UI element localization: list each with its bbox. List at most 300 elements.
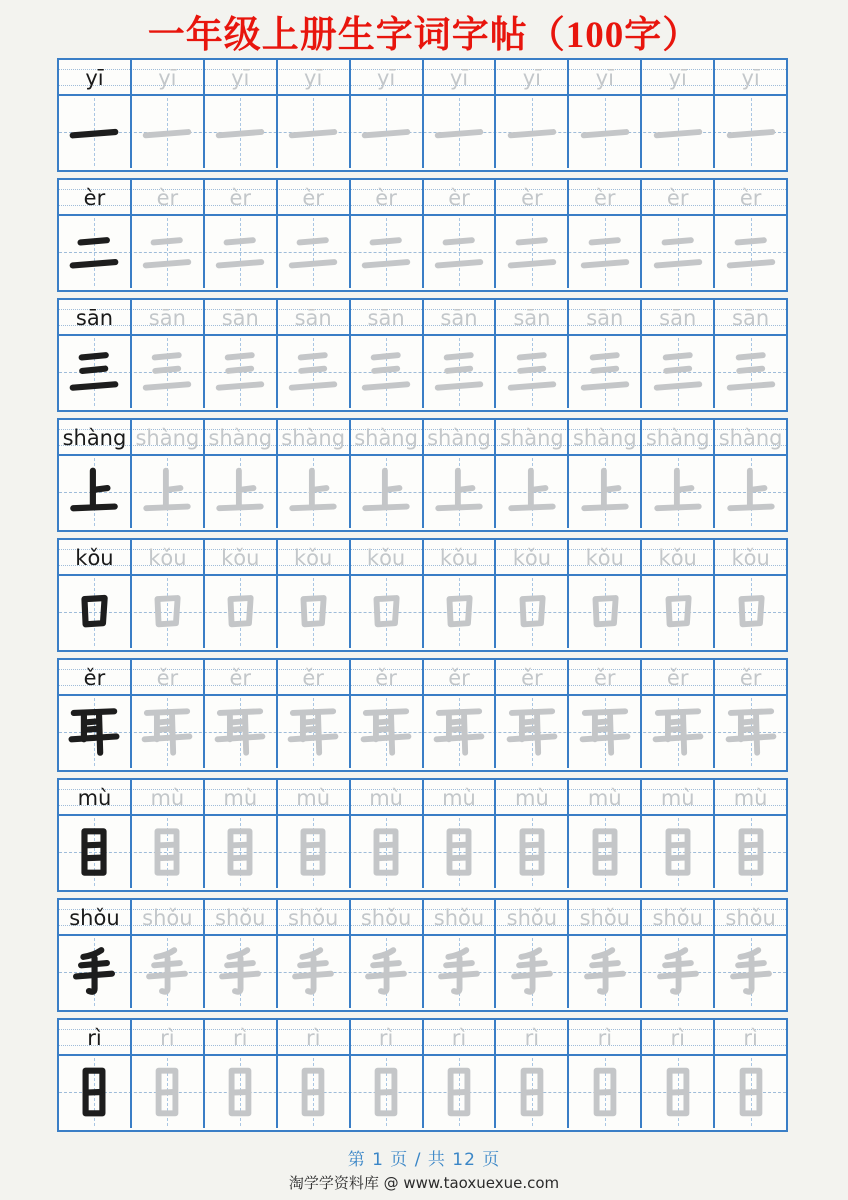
hanzi-glyph [723,704,779,760]
hanzi-cell-trace [494,96,567,168]
hanzi-cell-model [59,336,130,408]
hanzi-cell-trace [130,1056,203,1128]
hanzi-glyph [212,584,268,640]
hanzi-glyph [212,704,268,760]
hanzi-glyph [285,344,341,400]
hanzi-glyph [577,704,633,760]
hanzi-cell-trace [349,336,422,408]
pinyin-row [59,780,786,816]
pinyin-cell-trace: rì [276,1020,349,1054]
hanzi-glyph [212,224,268,280]
hanzi-glyph [431,224,487,280]
pinyin-cell-trace: èr [349,180,422,214]
hanzi-cell-trace [713,96,786,168]
hanzi-glyph [212,344,268,400]
hanzi-glyph [723,224,779,280]
hanzi-glyph [139,224,195,280]
hanzi-cell-trace [640,96,713,168]
hanzi-cell-trace [422,1056,495,1128]
hanzi-row [59,576,786,648]
pinyin-cell-trace: sān [203,300,276,334]
hanzi-cell-trace [494,456,567,528]
pinyin-cell-trace: sān [422,300,495,334]
pinyin-cell-trace: sān [276,300,349,334]
hanzi-glyph [723,1064,779,1120]
pinyin-cell-trace: èr [567,180,640,214]
pinyin-cell-trace: kǒu [422,540,495,574]
hanzi-cell-trace [130,96,203,168]
hanzi-cell-trace [494,1056,567,1128]
hanzi-cell-trace [713,216,786,288]
hanzi-glyph [431,944,487,1000]
hanzi-cell-model [59,1056,130,1128]
hanzi-glyph [66,1064,122,1120]
pinyin-row [59,1020,786,1056]
hanzi-cell-trace [494,336,567,408]
copybook-row [57,298,788,412]
pinyin-cell-trace: yī [276,60,349,94]
hanzi-glyph [66,104,122,160]
pinyin-cell-trace: kǒu [203,540,276,574]
hanzi-glyph [285,584,341,640]
hanzi-cell-model [59,696,130,768]
hanzi-cell-trace [276,576,349,648]
pinyin-cell-trace: ěr [494,660,567,694]
pinyin-row [59,180,786,216]
page-indicator: 第 1 页 / 共 12 页 [347,1150,501,1170]
hanzi-cell-trace [640,696,713,768]
pinyin-cell-trace: sān [567,300,640,334]
hanzi-cell-trace [713,456,786,528]
pinyin-cell-trace: rì [203,1020,276,1054]
hanzi-glyph [504,464,560,520]
hanzi-cell-trace [567,816,640,888]
hanzi-cell-trace [276,456,349,528]
hanzi-cell-trace [567,456,640,528]
hanzi-glyph [723,104,779,160]
page-title: 一年级上册生字词字帖（100字） [147,15,701,56]
hanzi-cell-trace [349,1056,422,1128]
hanzi-cell-model [59,216,130,288]
pinyin-cell-model: mù [77,785,112,810]
hanzi-glyph [577,464,633,520]
hanzi-glyph [212,944,268,1000]
pinyin-cell-trace: shǒu [349,900,422,934]
practice-grid [57,58,788,1138]
hanzi-cell-trace [276,1056,349,1128]
pinyin-cell-trace: shàng [349,420,422,454]
hanzi-glyph [66,224,122,280]
pinyin-cell-trace: ěr [276,660,349,694]
hanzi-glyph [577,824,633,880]
pinyin-cell-trace: èr [276,180,349,214]
hanzi-row [59,816,786,888]
hanzi-cell-trace [713,696,786,768]
copybook-row [57,658,788,772]
hanzi-cell-trace [349,456,422,528]
hanzi-glyph [650,1064,706,1120]
hanzi-glyph [431,344,487,400]
hanzi-glyph [650,224,706,280]
copybook-row [57,538,788,652]
pinyin-cell-trace: shǒu [203,900,276,934]
pinyin-cell-trace: èr [640,180,713,214]
pinyin-cell-trace: yī [640,60,713,94]
pinyin-cell-model: yī [85,65,104,90]
pinyin-cell-trace: shàng [713,420,786,454]
hanzi-cell-trace [494,936,567,1008]
pinyin-cell-trace: kǒu [349,540,422,574]
hanzi-cell-trace [494,696,567,768]
hanzi-cell-trace [130,936,203,1008]
pinyin-cell-trace: yī [713,60,786,94]
pinyin-cell-trace: kǒu [494,540,567,574]
hanzi-cell-trace [349,216,422,288]
hanzi-glyph [504,344,560,400]
hanzi-glyph [650,824,706,880]
pinyin-cell-trace: mù [130,780,203,814]
hanzi-cell-trace [203,936,276,1008]
copybook-row [57,1018,788,1132]
pinyin-cell-trace: yī [349,60,422,94]
pinyin-cell-trace: shàng [130,420,203,454]
hanzi-cell-trace [567,336,640,408]
hanzi-cell-trace [567,96,640,168]
pinyin-cell-trace: kǒu [130,540,203,574]
hanzi-glyph [504,944,560,1000]
pinyin-cell-trace: yī [422,60,495,94]
hanzi-cell-trace [203,816,276,888]
pinyin-cell-trace: rì [422,1020,495,1054]
pinyin-cell-trace: sān [713,300,786,334]
pinyin-cell-trace: rì [130,1020,203,1054]
hanzi-cell-trace [640,216,713,288]
pinyin-cell-trace: shàng [422,420,495,454]
hanzi-glyph [431,824,487,880]
hanzi-cell-trace [203,696,276,768]
hanzi-glyph [650,584,706,640]
hanzi-glyph [358,824,414,880]
hanzi-glyph [212,1064,268,1120]
hanzi-glyph [650,944,706,1000]
hanzi-glyph [358,224,414,280]
pinyin-cell-trace: ěr [713,660,786,694]
hanzi-cell-model [59,936,130,1008]
hanzi-glyph [577,584,633,640]
pinyin-row [59,660,786,696]
hanzi-glyph [577,104,633,160]
pinyin-cell-trace: rì [494,1020,567,1054]
pinyin-row [59,300,786,336]
hanzi-cell-trace [203,1056,276,1128]
hanzi-cell-trace [203,336,276,408]
copybook-row [57,58,788,172]
pinyin-cell-trace: ěr [422,660,495,694]
hanzi-glyph [577,344,633,400]
hanzi-glyph [431,464,487,520]
hanzi-cell-trace [640,1056,713,1128]
pinyin-cell-trace: rì [713,1020,786,1054]
hanzi-cell-trace [349,96,422,168]
hanzi-glyph [66,704,122,760]
hanzi-glyph [358,584,414,640]
pinyin-cell-trace: shǒu [276,900,349,934]
hanzi-cell-trace [713,336,786,408]
hanzi-glyph [723,344,779,400]
pinyin-cell-trace: sān [349,300,422,334]
pinyin-row [59,60,786,96]
pinyin-cell-trace: yī [130,60,203,94]
hanzi-cell-trace [130,456,203,528]
pinyin-cell-trace: mù [640,780,713,814]
hanzi-glyph [504,1064,560,1120]
pinyin-cell-trace: yī [203,60,276,94]
hanzi-glyph [66,464,122,520]
hanzi-glyph [285,104,341,160]
pinyin-cell-trace: mù [276,780,349,814]
pinyin-cell-trace: shǒu [567,900,640,934]
pinyin-cell-trace: rì [567,1020,640,1054]
hanzi-cell-trace [494,816,567,888]
pinyin-cell-trace: shǒu [494,900,567,934]
hanzi-cell-trace [640,336,713,408]
pinyin-cell-model: rì [87,1025,102,1050]
hanzi-glyph [66,344,122,400]
hanzi-glyph [577,944,633,1000]
pinyin-cell-trace: èr [130,180,203,214]
pinyin-cell-trace: mù [203,780,276,814]
pinyin-cell-model: sān [75,305,114,330]
hanzi-glyph [285,704,341,760]
hanzi-glyph [139,944,195,1000]
hanzi-cell-trace [494,216,567,288]
hanzi-cell-trace [130,816,203,888]
hanzi-row [59,336,786,408]
hanzi-glyph [723,944,779,1000]
hanzi-glyph [358,344,414,400]
hanzi-row [59,216,786,288]
pinyin-cell-model: èr [83,185,106,210]
pinyin-cell-trace: yī [567,60,640,94]
hanzi-cell-trace [349,696,422,768]
hanzi-cell-trace [422,696,495,768]
pinyin-cell-model: shàng [62,425,127,450]
pinyin-cell-trace: mù [494,780,567,814]
hanzi-glyph [650,344,706,400]
pinyin-cell-trace: mù [713,780,786,814]
hanzi-cell-trace [494,576,567,648]
hanzi-glyph [139,344,195,400]
hanzi-cell-trace [130,216,203,288]
hanzi-glyph [358,704,414,760]
pinyin-cell-trace: shàng [567,420,640,454]
hanzi-cell-trace [640,816,713,888]
pinyin-cell-trace: shàng [276,420,349,454]
hanzi-glyph [358,1064,414,1120]
hanzi-glyph [285,824,341,880]
hanzi-cell-trace [422,96,495,168]
pinyin-cell-trace: shǒu [422,900,495,934]
pinyin-cell-trace: sān [130,300,203,334]
hanzi-glyph [139,584,195,640]
hanzi-row [59,456,786,528]
pinyin-cell-model: kǒu [75,545,114,570]
hanzi-glyph [650,464,706,520]
hanzi-cell-trace [640,576,713,648]
hanzi-glyph [139,104,195,160]
hanzi-cell-trace [203,576,276,648]
hanzi-glyph [212,104,268,160]
hanzi-cell-trace [422,816,495,888]
pinyin-cell-trace: èr [494,180,567,214]
copybook-row [57,178,788,292]
hanzi-cell-trace [640,936,713,1008]
hanzi-glyph [66,944,122,1000]
hanzi-cell-trace [349,936,422,1008]
hanzi-cell-trace [276,816,349,888]
hanzi-glyph [358,104,414,160]
pinyin-row [59,540,786,576]
hanzi-cell-trace [422,456,495,528]
copybook-row [57,898,788,1012]
hanzi-glyph [504,824,560,880]
source-attribution: 淘学学资料库 @ www.taoxuexue.com [288,1174,560,1192]
hanzi-cell-model [59,816,130,888]
hanzi-cell-trace [567,696,640,768]
hanzi-row [59,696,786,768]
hanzi-cell-trace [276,696,349,768]
hanzi-glyph [66,824,122,880]
pinyin-cell-trace: shǒu [640,900,713,934]
hanzi-glyph [66,584,122,640]
pinyin-row [59,900,786,936]
pinyin-cell-trace: èr [203,180,276,214]
hanzi-row [59,96,786,168]
pinyin-cell-trace: yī [494,60,567,94]
hanzi-glyph [285,224,341,280]
pinyin-cell-trace: mù [567,780,640,814]
hanzi-glyph [650,704,706,760]
hanzi-cell-trace [276,96,349,168]
hanzi-cell-trace [713,816,786,888]
hanzi-cell-trace [130,576,203,648]
pinyin-cell-trace: mù [422,780,495,814]
hanzi-cell-model [59,456,130,528]
hanzi-cell-trace [349,576,422,648]
hanzi-row [59,936,786,1008]
pinyin-cell-trace: èr [713,180,786,214]
pinyin-cell-trace: ěr [203,660,276,694]
hanzi-glyph [431,704,487,760]
hanzi-glyph [577,1064,633,1120]
hanzi-glyph [358,464,414,520]
pinyin-cell-trace: kǒu [567,540,640,574]
hanzi-cell-trace [567,1056,640,1128]
hanzi-glyph [431,1064,487,1120]
hanzi-glyph [285,464,341,520]
pinyin-cell-trace: shàng [203,420,276,454]
hanzi-glyph [285,1064,341,1120]
hanzi-cell-trace [713,1056,786,1128]
hanzi-cell-trace [130,336,203,408]
hanzi-cell-trace [276,336,349,408]
hanzi-glyph [723,824,779,880]
hanzi-cell-trace [567,576,640,648]
hanzi-glyph [285,944,341,1000]
hanzi-glyph [650,104,706,160]
hanzi-glyph [504,224,560,280]
hanzi-cell-trace [203,456,276,528]
pinyin-cell-model: shǒu [69,905,120,930]
hanzi-cell-trace [422,576,495,648]
pinyin-cell-trace: kǒu [713,540,786,574]
hanzi-glyph [577,224,633,280]
pinyin-cell-trace: kǒu [276,540,349,574]
hanzi-cell-model [59,576,130,648]
hanzi-cell-trace [422,216,495,288]
hanzi-cell-trace [422,336,495,408]
hanzi-cell-trace [567,216,640,288]
hanzi-row [59,1056,786,1128]
pinyin-cell-trace: ěr [349,660,422,694]
hanzi-glyph [358,944,414,1000]
pinyin-cell-trace: shǒu [713,900,786,934]
hanzi-cell-trace [203,96,276,168]
hanzi-glyph [504,104,560,160]
pinyin-cell-trace: sān [640,300,713,334]
hanzi-cell-trace [713,936,786,1008]
hanzi-cell-trace [640,456,713,528]
hanzi-cell-trace [276,936,349,1008]
hanzi-glyph [431,104,487,160]
pinyin-cell-trace: rì [640,1020,713,1054]
pinyin-cell-trace: shàng [640,420,713,454]
pinyin-cell-trace: rì [349,1020,422,1054]
pinyin-cell-trace: èr [422,180,495,214]
pinyin-cell-trace: ěr [567,660,640,694]
hanzi-cell-trace [713,576,786,648]
pinyin-cell-trace: sān [494,300,567,334]
pinyin-cell-trace: mù [349,780,422,814]
hanzi-cell-trace [276,216,349,288]
pinyin-cell-trace: shǒu [130,900,203,934]
hanzi-glyph [723,584,779,640]
hanzi-glyph [139,824,195,880]
hanzi-glyph [139,704,195,760]
hanzi-glyph [212,824,268,880]
hanzi-cell-trace [203,216,276,288]
hanzi-cell-trace [567,936,640,1008]
hanzi-cell-trace [349,816,422,888]
copybook-row [57,778,788,892]
pinyin-cell-model: ěr [83,665,106,690]
pinyin-cell-trace: ěr [640,660,713,694]
hanzi-cell-trace [422,936,495,1008]
hanzi-glyph [431,584,487,640]
hanzi-cell-trace [130,696,203,768]
pinyin-cell-trace: ěr [130,660,203,694]
hanzi-glyph [212,464,268,520]
hanzi-cell-model [59,96,130,168]
pinyin-cell-trace: kǒu [640,540,713,574]
hanzi-glyph [139,1064,195,1120]
copybook-row [57,418,788,532]
hanzi-glyph [504,704,560,760]
pinyin-cell-trace: shàng [494,420,567,454]
hanzi-glyph [139,464,195,520]
hanzi-glyph [723,464,779,520]
hanzi-glyph [504,584,560,640]
